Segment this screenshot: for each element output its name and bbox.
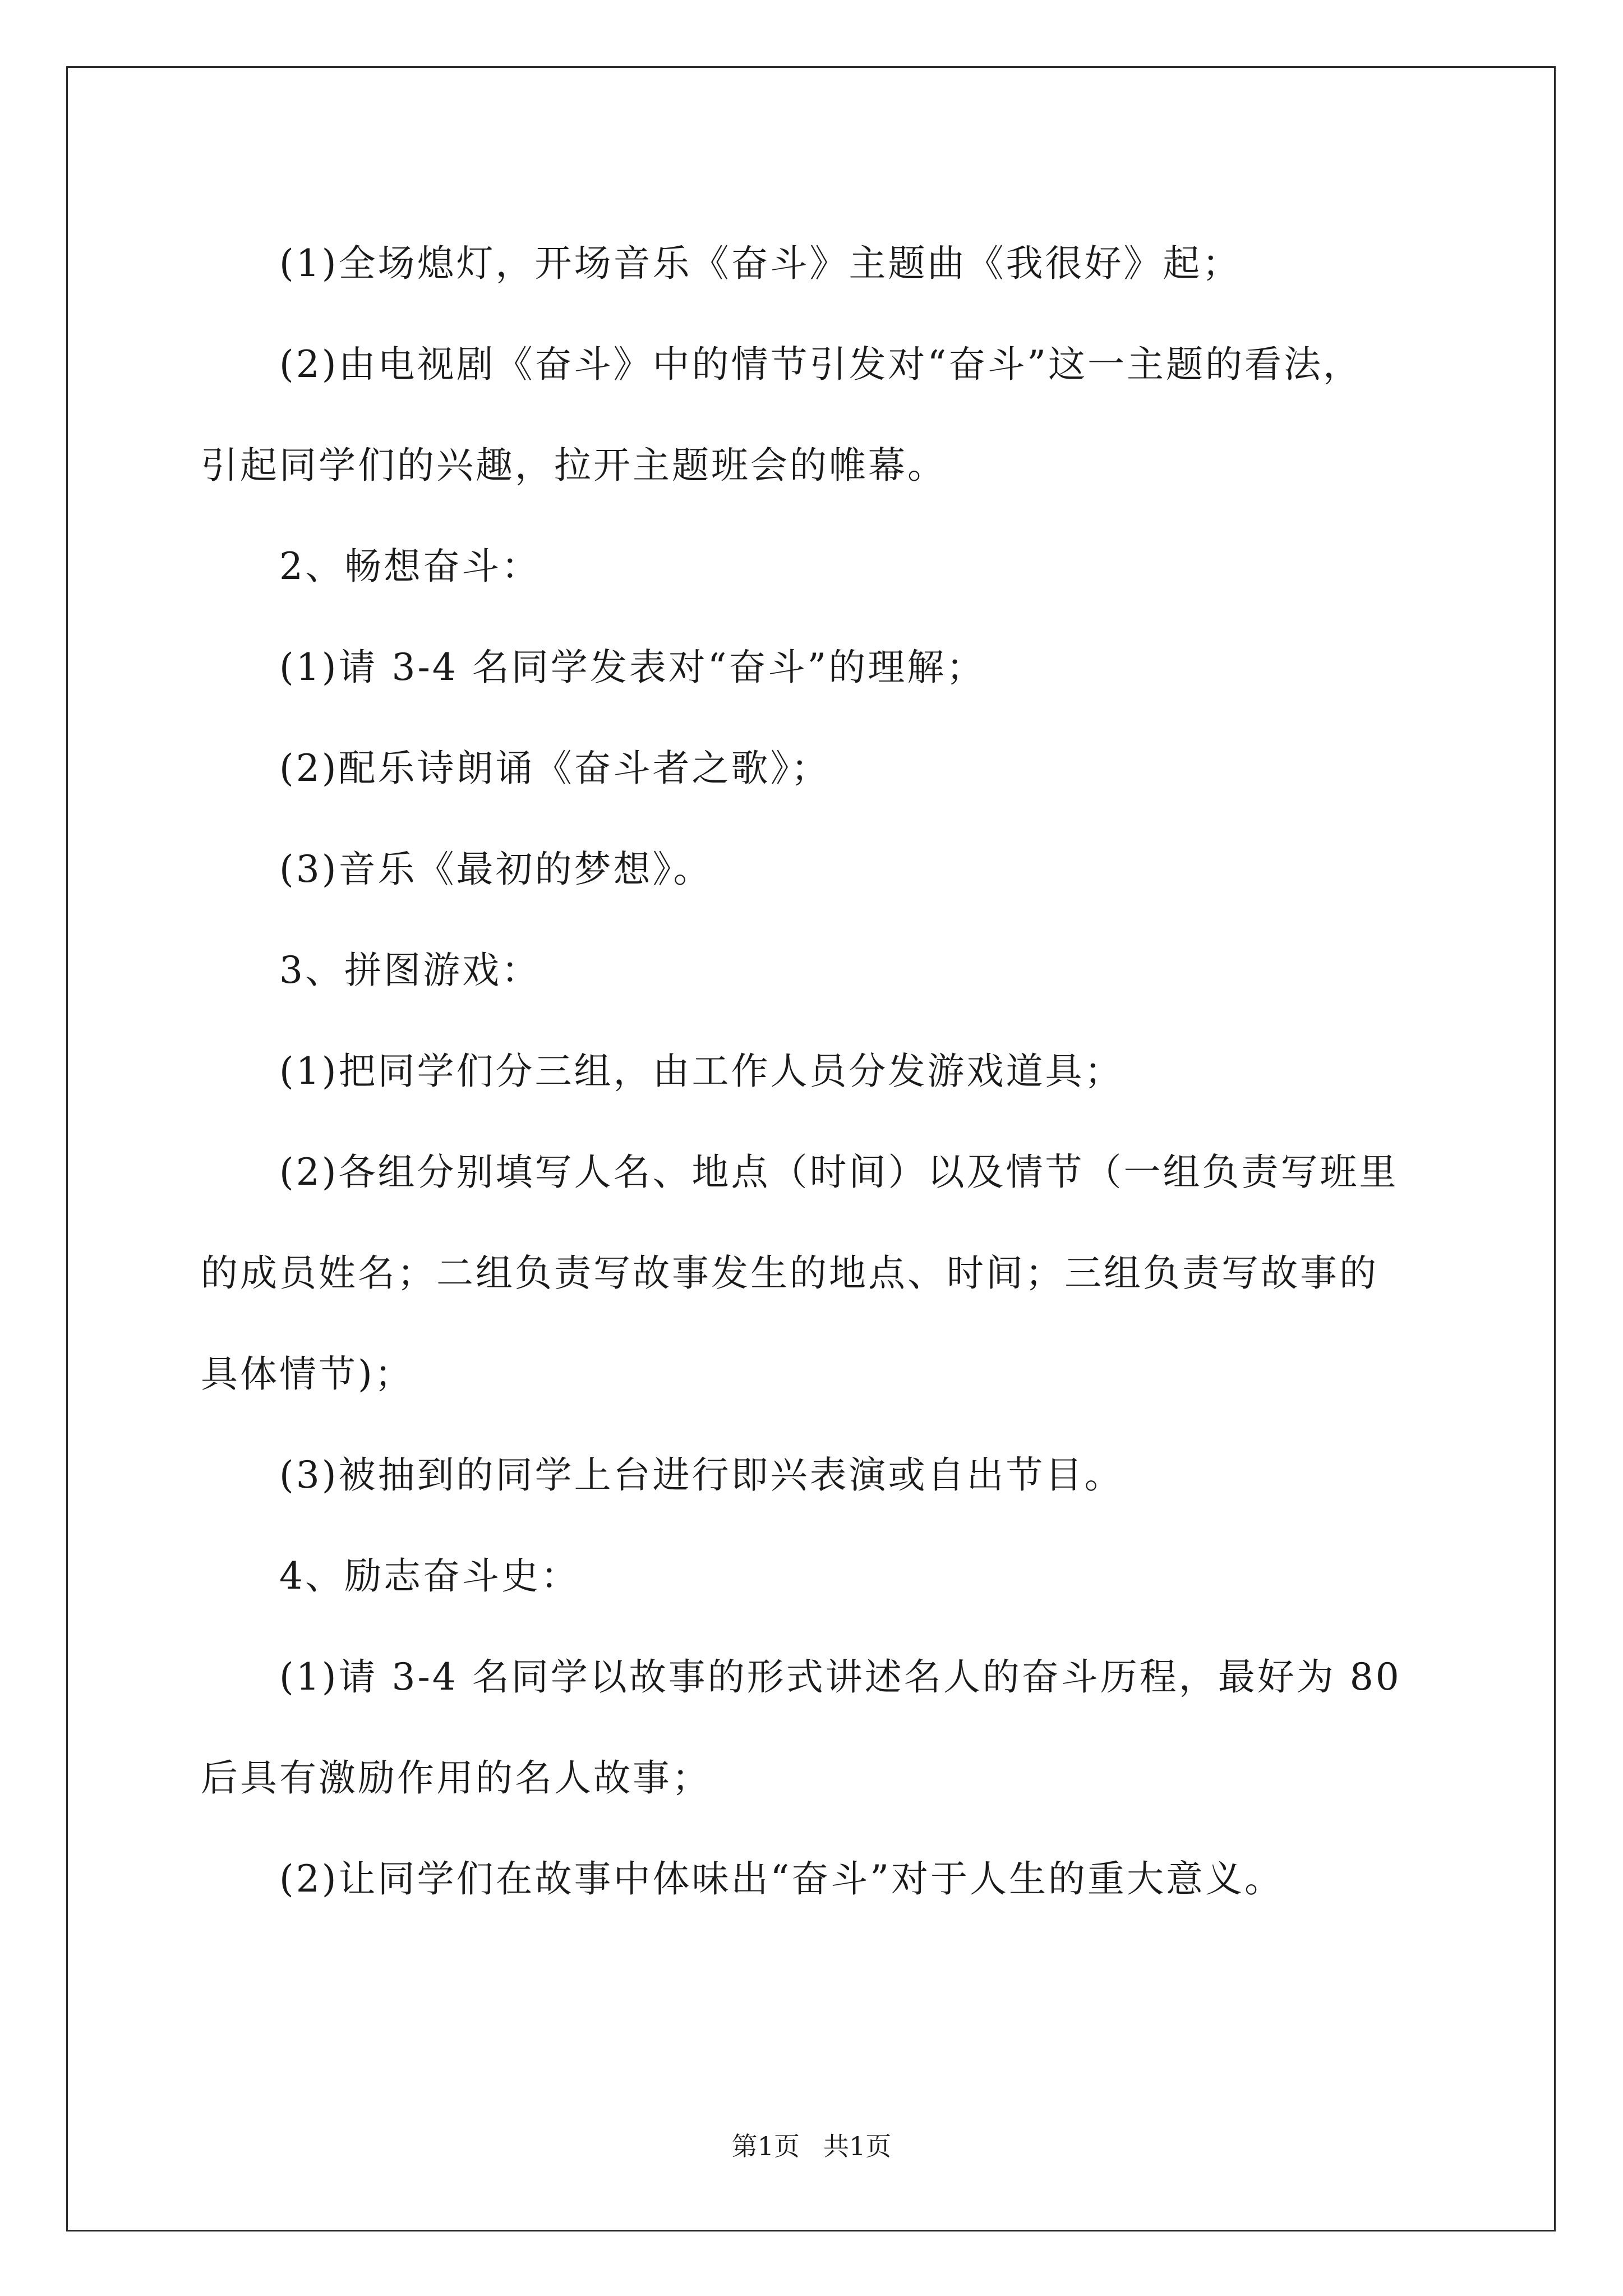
- body-line: 后具有激励作用的名人故事；: [201, 1756, 711, 1800]
- body-line: 引起同学们的兴趣，拉开主题班会的帷幕。: [201, 444, 947, 487]
- body-line: (1)请 3-4 名同学以故事的形式讲述名人的奋斗历程，最好为 80: [279, 1655, 1401, 1699]
- document-body: [201, 213, 1435, 1930]
- body-line: (2)由电视剧《奋斗》中的情节引发对“奋斗”这一主题的看法，: [279, 343, 1362, 386]
- body-line: 具体情节)；: [201, 1352, 414, 1396]
- page-footer: [0, 2126, 1623, 2163]
- body-line: (1)全场熄灯，开场音乐《奋斗》主题曲《我很好》起；: [279, 242, 1242, 285]
- body-line: 的成员姓名；二组负责写故事发生的地点、时间；三组负责写故事的: [201, 1251, 1378, 1295]
- body-line: (2)配乐诗朗诵《奋斗者之歌》；: [279, 747, 831, 790]
- page-number: 第1页: [731, 2131, 800, 2161]
- section-heading: 4、励志奋斗史：: [279, 1554, 580, 1598]
- body-line: (3)被抽到的同学上台进行即兴表演或自出节目。: [279, 1453, 1124, 1497]
- body-line: (2)各组分别填写人名、地点（时间）以及情节（一组负责写班里: [279, 1151, 1399, 1194]
- section-heading: 3、拼图游戏：: [279, 949, 541, 992]
- body-line: (2)让同学们在故事中体味出“奋斗”对于人生的重大意义。: [279, 1857, 1284, 1901]
- body-line: (1)把同学们分三组，由工作人员分发游戏道具；: [279, 1050, 1124, 1093]
- section-heading: 2、畅想奋斗：: [279, 545, 541, 588]
- page-total: 共1页: [823, 2131, 892, 2161]
- body-line: (3)音乐《最初的梦想》。: [279, 848, 713, 891]
- body-line: (1)请 3-4 名同学发表对“奋斗”的理解；: [279, 646, 986, 689]
